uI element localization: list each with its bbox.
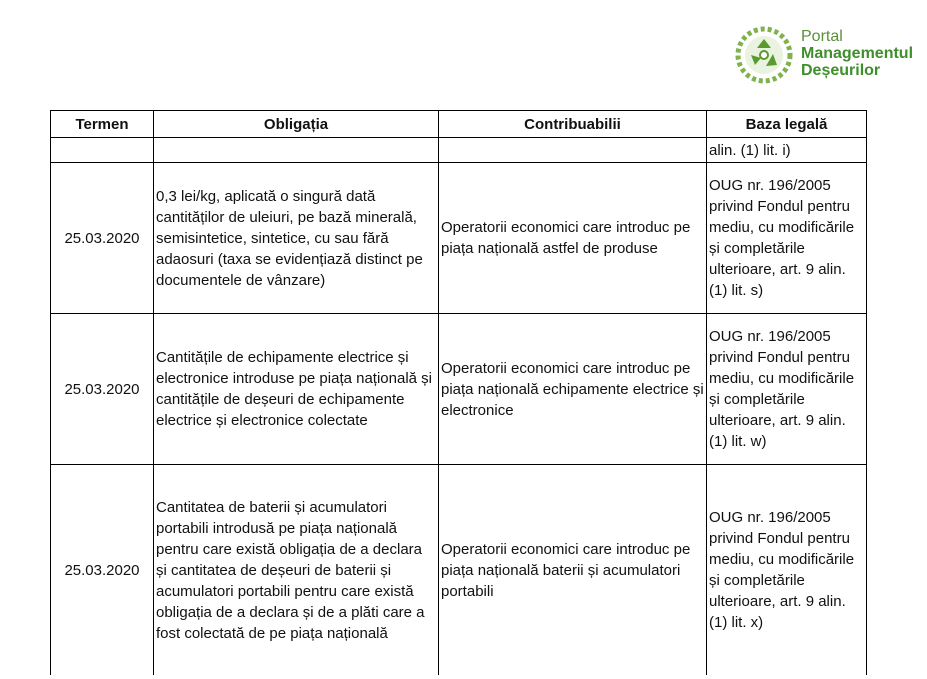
header-contribuabilii: Contribuabilii — [439, 111, 707, 138]
cell-termen — [51, 138, 154, 163]
table-header-row — [51, 111, 867, 138]
table-row — [51, 314, 867, 465]
cell-baza-legala: alin. (1) lit. i) — [707, 138, 867, 163]
cell-termen: 25.03.2020 — [51, 465, 154, 676]
table-row — [51, 163, 867, 314]
site-logo[interactable] — [733, 24, 923, 86]
logo-line-deseurilor: Deșeurilor — [801, 62, 881, 79]
header-obligatia: Obligația — [154, 111, 439, 138]
obligations-table-container — [50, 110, 867, 675]
obligations-table — [50, 110, 867, 675]
cell-obligatia — [154, 138, 439, 163]
cell-baza-legala: OUG nr. 196/2005 privind Fondul pentru mediu, cu modificările și completările ulterioare, art. 9 alin. (1) lit. w) — [707, 314, 867, 465]
cell-obligatia: Cantitatea de baterii și acumulatori portabili introdusă pe piața națională pentru care există obligația de a declara și cantitatea de deșeuri de baterii și acumulatori portabili pentru care există obligația de a declara și de a plăti care a fost colectată de pe piața națională — [154, 465, 439, 676]
header-termen: Termen — [51, 111, 154, 138]
logo-text — [801, 28, 913, 79]
logo-line-portal: Portal — [801, 28, 843, 45]
recycle-icon — [733, 24, 795, 86]
cell-contribuabilii: Operatorii economici care introduc pe piața națională baterii și acumulatori portabili — [439, 465, 707, 676]
header-baza-legala: Baza legală — [707, 111, 867, 138]
cell-contribuabilii: Operatorii economici care introduc pe piața națională astfel de produse — [439, 163, 707, 314]
cell-termen: 25.03.2020 — [51, 314, 154, 465]
cell-baza-legala: OUG nr. 196/2005 privind Fondul pentru mediu, cu modificările și completările ulterioare, art. 9 alin. (1) lit. x) — [707, 465, 867, 676]
table-row-continuation — [51, 138, 867, 163]
cell-obligatia: 0,3 lei/kg, aplicată o singură dată cantităților de uleiuri, pe bază minerală, semisintetice, sintetice, cu sau fără adaosuri (taxa se evidențiază distinct pe documentele de vânzare) — [154, 163, 439, 314]
table-row — [51, 465, 867, 676]
cell-contribuabilii — [439, 138, 707, 163]
cell-obligatia: Cantitățile de echipamente electrice și electronice introduse pe piața națională și cantitățile de deșeuri de echipamente electrice și electronice colectate — [154, 314, 439, 465]
cell-baza-legala: OUG nr. 196/2005 privind Fondul pentru mediu, cu modificările și completările ulterioare, art. 9 alin. (1) lit. s) — [707, 163, 867, 314]
cell-contribuabilii: Operatorii economici care introduc pe piața națională echipamente electrice și electronice — [439, 314, 707, 465]
logo-line-managementul: Managementul — [801, 45, 914, 62]
cell-termen: 25.03.2020 — [51, 163, 154, 314]
